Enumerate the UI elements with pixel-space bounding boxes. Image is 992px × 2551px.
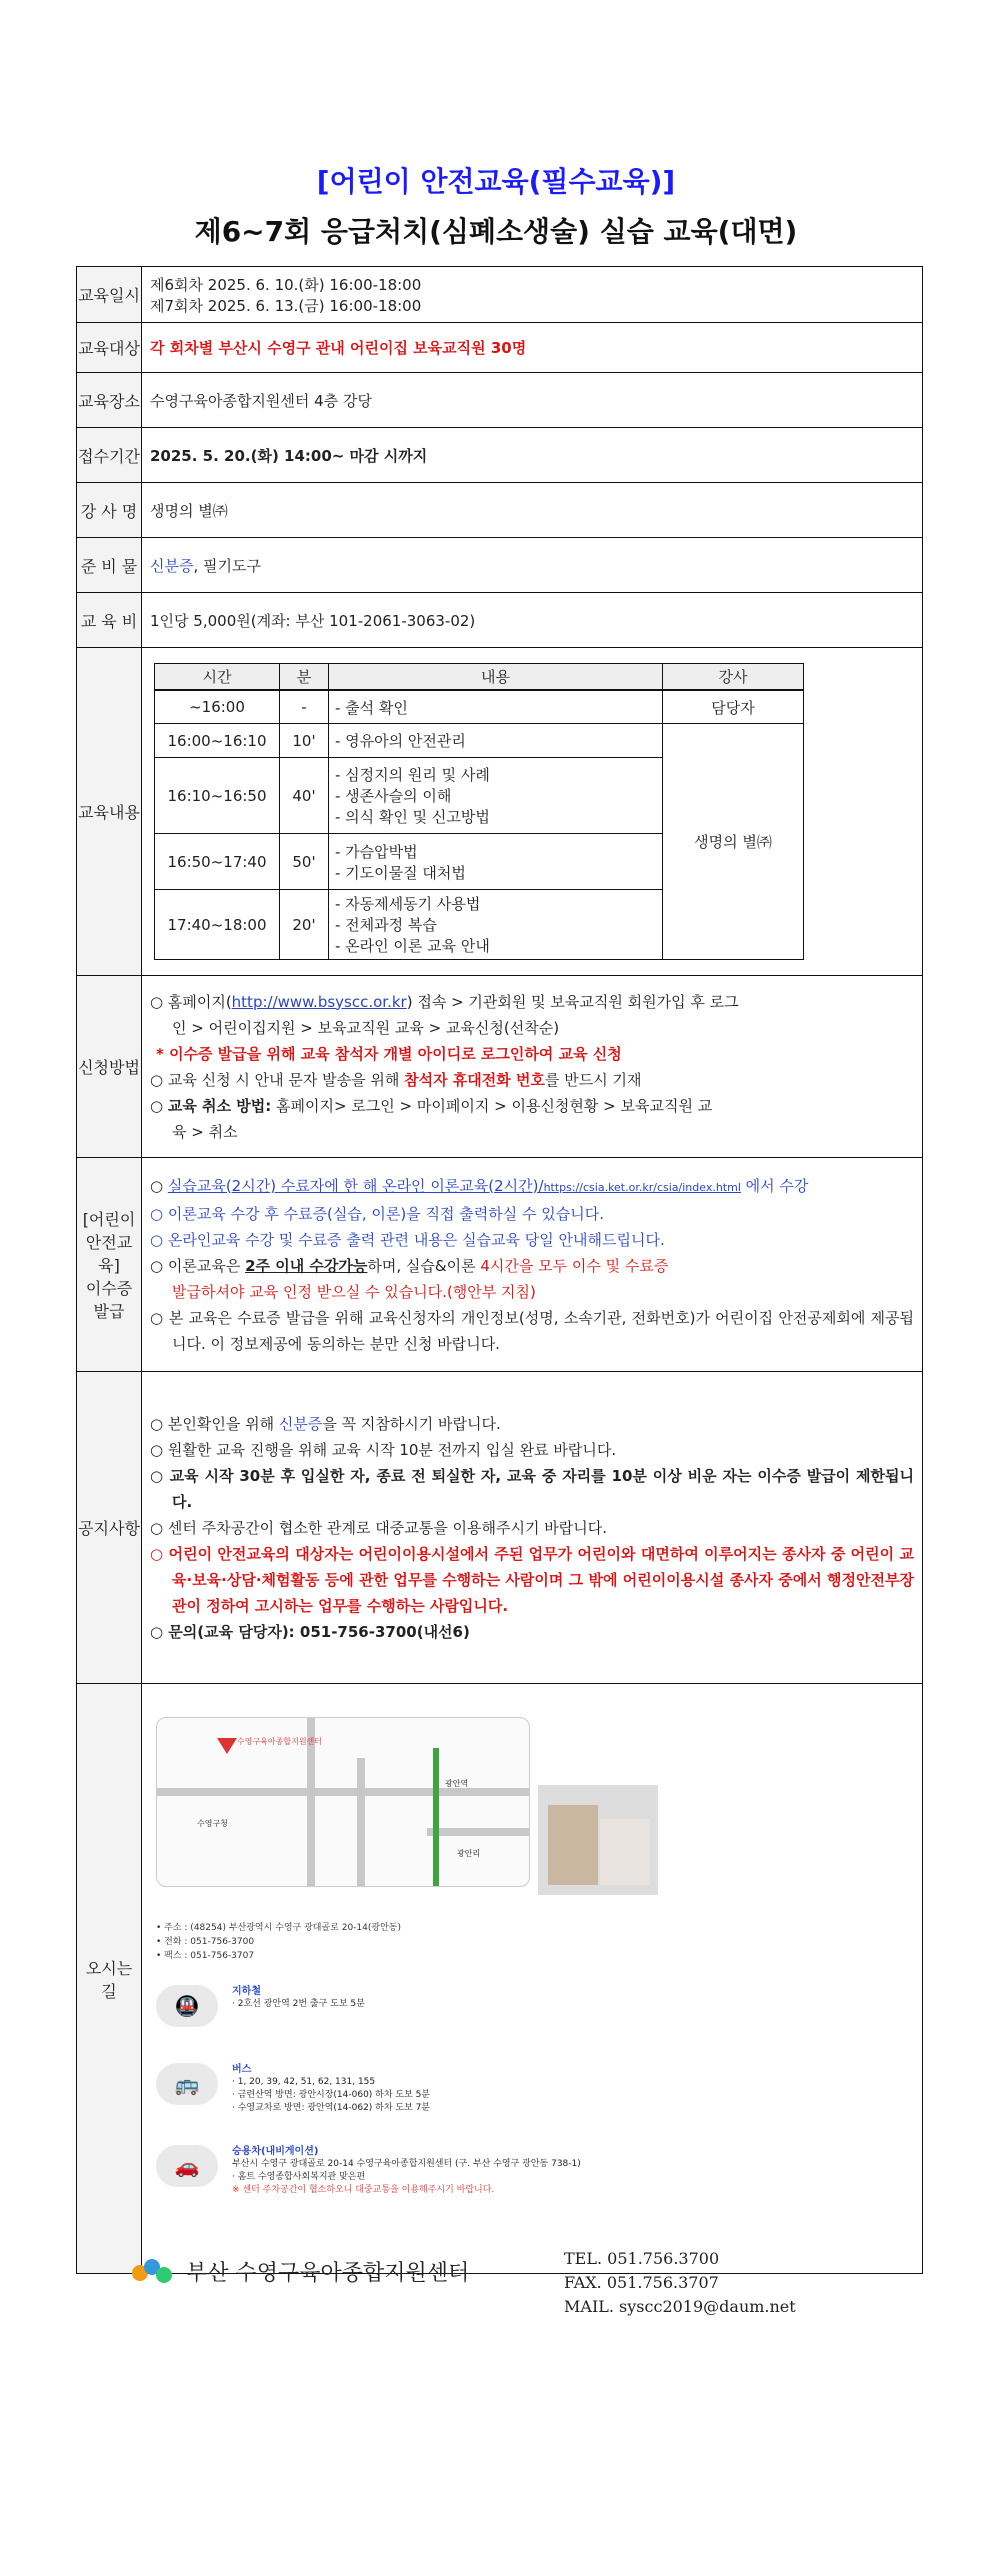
- info-table: [76, 266, 923, 2274]
- row-place: [77, 373, 923, 428]
- prep-rest: , 필기도구: [193, 556, 261, 575]
- sched-head-min: 분: [280, 663, 329, 690]
- notice-l1a: ○ 본인확인을 위해: [150, 1414, 279, 1433]
- apply-label: 신청방법: [77, 976, 142, 1158]
- org-logo-icon: [132, 2257, 180, 2287]
- building-photo: [538, 1785, 658, 1895]
- sched-head-time: 시간: [155, 663, 280, 690]
- map-label-center: 수영구육아종합지원센터: [237, 1736, 323, 1746]
- map-pin-icon: [217, 1738, 237, 1754]
- cert-l2: ○ 이론교육 수강 후 수료증(실습, 이론)을 직접 출력하실 수 있습니다.: [150, 1204, 604, 1223]
- homepage-link[interactable]: http://www.bsyscc.or.kr: [231, 992, 407, 1011]
- row-content: [77, 648, 923, 976]
- row-lecturer: [77, 483, 923, 538]
- car-text1: 부산시 수영구 광대골로 20-14 수영구육아종합지원센터 (구. 부산 수영구 광안동 738-1): [232, 2158, 581, 2169]
- cert-label2: 안전교육]: [85, 1233, 133, 1275]
- apply-l4a: ○: [150, 1096, 168, 1115]
- row-cert: [77, 1158, 923, 1372]
- row-prep: [77, 538, 923, 593]
- row-directions: [77, 1684, 923, 2274]
- cert-label3: 이수증 발급: [85, 1279, 133, 1321]
- lecturer-value: 생명의 별㈜: [142, 483, 923, 538]
- apply-l4b: 홈페이지> 로그인 > 마이페이지 > 이용신청현황 > 보육교직원 교: [271, 1096, 713, 1115]
- title-line1: [어린이 안전교육(필수교육)]: [316, 165, 676, 198]
- schedule-table: [154, 663, 804, 961]
- sched-item: - 기도이물질 대처법: [335, 863, 466, 882]
- apply-l4-bold: 교육 취소 방법:: [167, 1096, 272, 1115]
- fax-line: • 팩스 : 051-756-3707: [156, 1950, 255, 1961]
- subway-info: [156, 1985, 365, 2027]
- lecturer-label: 강 사 명: [77, 483, 142, 538]
- period-value: 2025. 5. 20.(화) 14:00~ 마감 시까지: [142, 428, 923, 483]
- bus-info: [156, 2063, 430, 2115]
- sched-item: - 가슴압박법: [335, 842, 418, 861]
- sched-item: - 심정지의 원리 및 사례: [335, 766, 490, 785]
- car-info: [156, 2145, 581, 2197]
- date-line2: 제7회차 2025. 6. 13.(금) 16:00-18:00: [150, 296, 422, 315]
- bus-text1: · 1, 20, 39, 42, 51, 62, 131, 155: [232, 2076, 376, 2087]
- sched-lecturer-first: 담당자: [663, 690, 804, 724]
- cert-l1-blue: 실습교육(2시간) 수료자에 한 해 온라인 이론교육(2시간)/: [167, 1176, 544, 1195]
- bus-text3: · 수영교차로 방면: 광안역(14-062) 하차 도보 7분: [232, 2102, 431, 2113]
- address-line: • 주소 : (48254) 부산광역시 수영구 광대골로 20-14(광안동): [156, 1922, 401, 1933]
- sched-head-content: 내용: [329, 663, 663, 690]
- cert-l3: ○ 온라인교육 수강 및 수료증 출력 관련 내용은 실습교육 당일 안내해드립니다.: [150, 1230, 665, 1249]
- date-line1: 제6회차 2025. 6. 10.(화) 16:00-18:00: [150, 275, 422, 294]
- footer-tel: TEL. 051.756.3700: [564, 2249, 720, 2268]
- target-value: 각 회차별 부산시 수영구 관내 어린이집 보육교직원 30명: [142, 323, 923, 373]
- sched-item: - 전체과정 복습: [335, 916, 437, 935]
- csia-link[interactable]: https://csia.ket.or.kr/csia/index.html: [543, 1180, 741, 1194]
- fee-label: 교 육 비: [77, 593, 142, 648]
- car-icon: 🚗: [156, 2145, 218, 2187]
- notice-l4: ○ 센터 주차공간이 협소한 관계로 대중교통을 이용해주시기 바랍니다.: [150, 1518, 607, 1537]
- sched-time: ~16:00: [155, 690, 280, 724]
- address-block: [156, 1921, 401, 1963]
- sched-item: - 출석 확인: [329, 690, 663, 724]
- cert-l1-bullet: ○: [150, 1176, 164, 1195]
- org-logo: [132, 2256, 469, 2287]
- row-period: [77, 428, 923, 483]
- date-label: 교육일시: [77, 267, 142, 323]
- row-date: [77, 267, 923, 323]
- cert-l4a: ○ 이론교육은: [150, 1256, 246, 1275]
- apply-l1c: 인 > 어린이집지원 > 보육교직원 교육 > 교육신청(선착순): [172, 1018, 560, 1037]
- subway-text: · 2호선 광안역 2번 출구 도보 5분: [232, 1998, 365, 2009]
- apply-l3a: ○ 교육 신청 시 안내 문자 발송을 위해: [150, 1070, 405, 1089]
- map-label-beach: 광안리: [457, 1848, 481, 1858]
- cert-l4b: 하며, 실습&이론: [367, 1256, 481, 1275]
- sched-item: - 자동제세동기 사용법: [335, 895, 481, 914]
- directions-panel: [142, 1689, 922, 2269]
- bus-text2: · 금련산역 방면: 광안시장(14-060) 하차 도보 5분: [232, 2089, 431, 2100]
- sched-item: - 생존사슬의 이해: [335, 787, 452, 806]
- apply-l1a: ○ 홈페이지(: [150, 992, 232, 1011]
- apply-l3b: 를 반드시 기재: [544, 1070, 642, 1089]
- sched-time: 16:00~16:10: [155, 724, 280, 758]
- cert-label1: [어린이: [82, 1210, 136, 1229]
- notice-l6: ○ 문의(교육 담당자): 051-756-3700(내선6): [150, 1622, 470, 1641]
- apply-l3-red: 참석자 휴대전화 번호: [404, 1070, 545, 1089]
- sched-item: - 온라인 이론 교육 안내: [335, 937, 490, 956]
- notice-l1-blue: 신분증: [278, 1414, 323, 1433]
- sched-min: 40': [280, 758, 329, 834]
- subway-title: 지하철: [232, 1985, 261, 1997]
- place-value: 수영구육아종합지원센터 4층 강당: [142, 373, 923, 428]
- cert-l1-blue2: 에서 수강: [740, 1176, 809, 1195]
- apply-l2: * 이수증 발급을 위해 교육 참석자 개별 아이디로 로그인하여 교육 신청: [156, 1044, 622, 1063]
- cert-l4c: 발급하셔야 교육 인정 받으실 수 있습니다.(행안부 지침): [172, 1282, 536, 1301]
- map-label-office: 수영구청: [197, 1818, 228, 1828]
- prep-id: 신분증: [150, 556, 194, 575]
- sched-item: - 의식 확인 및 신고방법: [335, 808, 490, 827]
- fee-value: 1인당 5,000원(계좌: 부산 101-2061-3063-02): [142, 593, 923, 648]
- sched-item: - 영유아의 안전관리: [329, 724, 663, 758]
- sched-min: -: [280, 690, 329, 724]
- car-text3: ※ 센터 주차공간이 협소하오니 대중교통을 이용해주시기 바랍니다.: [232, 2184, 495, 2195]
- contact-block: [564, 2247, 796, 2319]
- bus-title: 버스: [232, 2063, 252, 2075]
- prep-label: 준 비 물: [77, 538, 142, 593]
- sched-min: 10': [280, 724, 329, 758]
- content-label: 교육내용: [77, 648, 142, 976]
- map-label-station: 광안역: [445, 1778, 469, 1788]
- apply-l4c: 육 > 취소: [172, 1122, 238, 1141]
- sched-head-lecturer: 강사: [663, 663, 804, 690]
- notice-label: 공지사항: [77, 1372, 142, 1684]
- footer-mail: MAIL. syscc2019@daum.net: [564, 2297, 796, 2316]
- org-name: 부산 수영구육아종합지원센터: [186, 2261, 470, 2286]
- notice-l3: ○ 교육 시작 30분 후 입실한 자, 종료 전 퇴실한 자, 교육 중 자리를 10분 이상 비운 자는 이수증 발급이 제한됩니다.: [150, 1466, 914, 1511]
- tel-line: • 전화 : 051-756-3700: [156, 1936, 255, 1947]
- sched-time: 17:40~18:00: [155, 890, 280, 960]
- title-line2: 제6~7회 응급처치(심폐소생술) 실습 교육(대면): [194, 215, 798, 248]
- apply-l1b: ) 접속 > 기관회원 및 보육교직원 회원가입 후 로그: [406, 992, 739, 1011]
- subway-icon: 🚇: [156, 1985, 218, 2027]
- notice-l2: ○ 원활한 교육 진행을 위해 교육 시작 10분 전까지 입실 완료 바랍니다.: [150, 1440, 617, 1459]
- target-label: 교육대상: [77, 323, 142, 373]
- cert-l4-red: 4시간을 모두 이수 및 수료증: [480, 1256, 669, 1275]
- row-apply: [77, 976, 923, 1158]
- notice-l1b: 을 꼭 지참하시기 바랍니다.: [322, 1414, 501, 1433]
- footer-fax: FAX. 051.756.3707: [564, 2273, 719, 2292]
- row-notice: [77, 1372, 923, 1684]
- bus-icon: 🚌: [156, 2063, 218, 2105]
- notice-l5: ○ 어린이 안전교육의 대상자는 어린이이용시설에서 주된 업무가 어린이와 대면하여 이루어지는 종사자 중 어린이 교육·보육·상담·체험활동 등에 관한 업무를 수행하는 사람이며 그 밖에 어린이이용시설 종사자 중에서 행정안전부장관이 정하여 고시하는 업무를 수행하는 사람입니다.: [150, 1544, 914, 1615]
- sched-min: 50': [280, 834, 329, 890]
- location-map: [156, 1717, 530, 1887]
- period-label: 접수기간: [77, 428, 142, 483]
- directions-label: 오시는 길: [77, 1684, 142, 2274]
- place-label: 교육장소: [77, 373, 142, 428]
- sched-time: 16:50~17:40: [155, 834, 280, 890]
- row-fee: [77, 593, 923, 648]
- cert-l5: ○ 본 교육은 수료증 발급을 위해 교육신청자의 개인정보(성명, 소속기관, 전화번호)가 어린이집 안전공제회에 제공됩니다. 이 정보제공에 동의하는 분만 신청 바랍니다.: [150, 1308, 914, 1353]
- sched-min: 20': [280, 890, 329, 960]
- car-title: 승용차(내비게이션): [232, 2145, 319, 2157]
- row-target: [77, 323, 923, 373]
- car-text2: · 홈트 수영종합사회복지관 맞은편: [232, 2171, 366, 2182]
- cert-l4-bold: 2주 이내 수강가능: [245, 1256, 368, 1275]
- sched-time: 16:10~16:50: [155, 758, 280, 834]
- sched-lecturer-rest: 생명의 별㈜: [663, 724, 804, 960]
